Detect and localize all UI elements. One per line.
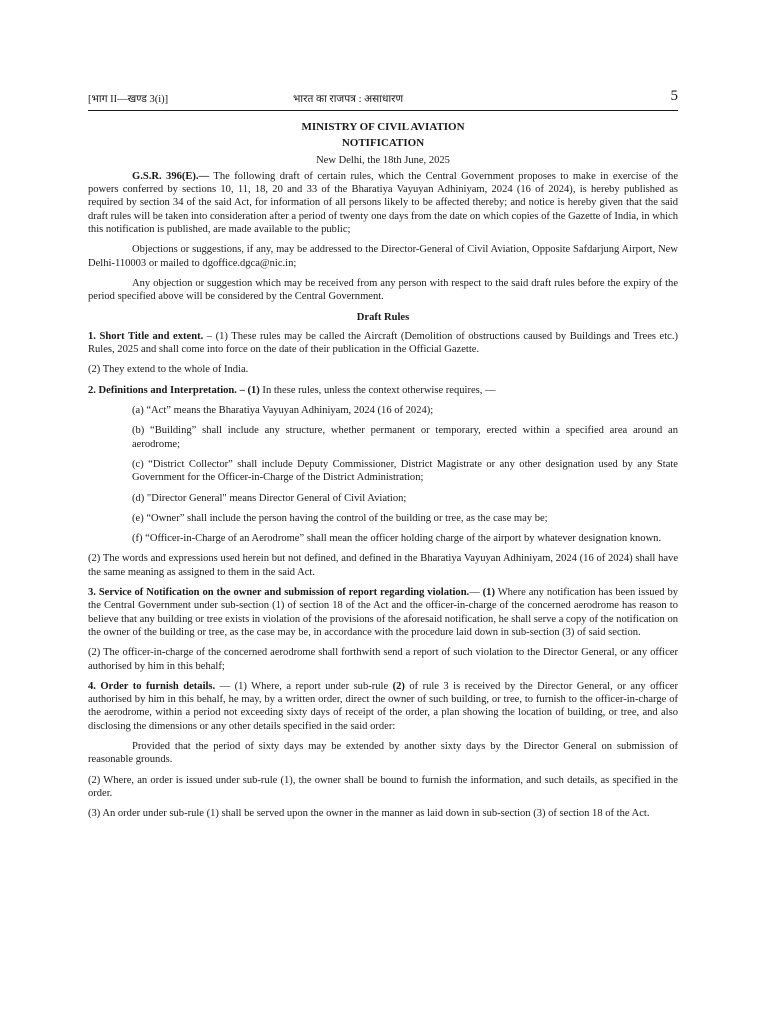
gsr-label: G.S.R. 396(E).— — [132, 170, 210, 182]
page-number: 5 — [670, 88, 678, 104]
definition-c: (c) “District Collector” shall include Deputy Commissioner, District Magistrate or any other designation used by any State Government for the Officer-in-Charge of the District Administration; — [132, 458, 678, 484]
rule-2 — [88, 384, 678, 397]
definition-d: (d) "Director General" means Director General of Civil Aviation; — [132, 492, 407, 504]
definition-a: (a) “Act” means the Bharatiya Vayuyan Adhiniyam, 2024 (16 of 2024); — [132, 405, 434, 417]
definition-b: (b) “Building” shall include any structure, whether permanent or temporary, erected within a specified area around an aerodrome; — [132, 425, 678, 450]
rule-2-lead-text: In these rules, unless the context otherwise requires, — — [259, 384, 496, 396]
running-header — [88, 90, 678, 108]
header-gazette-title: भारत का राजपत्र : असाधारण — [293, 94, 404, 105]
definition-f: (f) “Officer-in-Charge of an Aerodrome” shall mean the officer holding charge of the airport by whatever designation known. — [132, 533, 662, 545]
rule-4 — [88, 680, 678, 733]
rule-1-text: – (1) These rules may be called the Aircraft (Demolition of obstructions caused by Buildings and Trees etc.) Rules, 2025 and shall come into force on the date of their publication in the Official Gazette. — [88, 330, 678, 356]
rule-3-heading: 3. Service of Notification on the owner and submission of report regarding violation. — [88, 587, 470, 599]
rule-3-sub-1-num: (1) — [482, 587, 495, 599]
rule-4-text-a: — (1) Where, a report under sub-rule — [215, 680, 393, 692]
rule-4-sub-3: (3) An order under sub-rule (1) shall be served upon the owner in the manner as laid down in sub-section (3) of section 18 of the Act. — [88, 808, 650, 820]
notification-title: NOTIFICATION — [341, 137, 425, 150]
rule-4-proviso: Provided that the period of sixty days may be extended by another sixty days by the Director General on submission of reasonable grounds. — [88, 740, 678, 766]
document-body — [88, 121, 678, 827]
rule-1 — [88, 330, 678, 357]
rule-2-heading: 2. Definitions and Interpretation. — [88, 384, 237, 396]
rule-3 — [88, 586, 678, 639]
rule-1-sub-2: (2) They extend to the whole of India. — [88, 364, 249, 376]
rule-3-sub-2: (2) The officer-in-charge of the concerned aerodrome shall forthwith send a report of such violation to the Director General, or any officer authorised by him in this behalf; — [88, 647, 678, 672]
rule-1-heading: 1. Short Title and extent. — [88, 330, 204, 342]
rule-2-sub-2: (2) The words and expressions used herein but not defined, and defined in the Bharatiya Vayuyan Adhiniyam, 2024 (16 of 2024) shall have the same meaning as assigned to them in the said Act. — [88, 553, 678, 578]
consideration-paragraph: Any objection or suggestion which may be received from any person with respect to the said draft rules before the expiry of the period specified above will be considered by the Central Government. — [88, 277, 678, 303]
rule-4-sub-2: (2) Where, an order is issued under sub-rule (1), the owner shall be bound to furnish the information, and such details, as specified in the order. — [88, 774, 678, 799]
rule-4-heading: 4. Order to furnish details. — [88, 680, 216, 692]
rule-3-dash: — — [469, 587, 483, 599]
rule-3-sub-1-text: Where any notification has been issued by the Central Government under sub-section (1) of section 18 of the Act and the officer-in-charge of the concerned aerodrome has reason to believe that any building or tree exists in violation of the provisions of the aforesaid notification, he shall serve a copy of the notification on the owner of the building or tree, as the case may be, in accordance with the procedure laid down in sub-section (3) of said section. — [88, 587, 678, 638]
gsr-text: The following draft of certain rules, which the Central Government proposes to make in exercise of the powers conferred by sections 10, 11, 18, 20 and 33 of the Bharatiya Vayuyan Adhiniyam, 2024 (16 of 2024), is hereby published as required by section 34 of the said Act, for information of all persons likely to be affected thereby; and notice is hereby given that the said draft rules will be taken into consideration after a period of twenty one days from the date on which copies of the Gazette of India, in which this notification is published, are made available to the public; — [88, 170, 679, 236]
definition-e: (e) “Owner” shall include the person having the control of the building or tree, as the case may be; — [132, 512, 548, 524]
header-rule — [88, 110, 678, 111]
rule-4-ref: (2) — [392, 680, 405, 692]
rule-2-lead-num: – (1) — [236, 384, 260, 396]
rule-4-text-c: of rule 3 is received by the Director General, or any officer authorised by him in this behalf, he may, by a written order, direct the owner of such building, or tree, to furnish to the officer-in-charge of the aerodrome, within a period not exceeding sixty days of receipt of the order, a plan showing the location of building, or tree, and also disclosing the dimensions or any other details specified in the said order: — [88, 680, 678, 732]
place-date: New Delhi, the 18th June, 2025 — [316, 154, 450, 166]
gsr-paragraph — [88, 170, 678, 236]
header-part-section: [भाग II—खण्ड 3(i)] — [88, 94, 169, 105]
objections-paragraph: Objections or suggestions, if any, may be addressed to the Director-General of Civil Aviation, Opposite Safdarjung Airport, New Delhi-110003 or mailed to dgoffice.dgca@nic.in; — [88, 244, 678, 269]
draft-rules-heading: Draft Rules — [356, 311, 410, 323]
ministry-title: MINISTRY OF CIVIL AVIATION — [301, 121, 465, 133]
